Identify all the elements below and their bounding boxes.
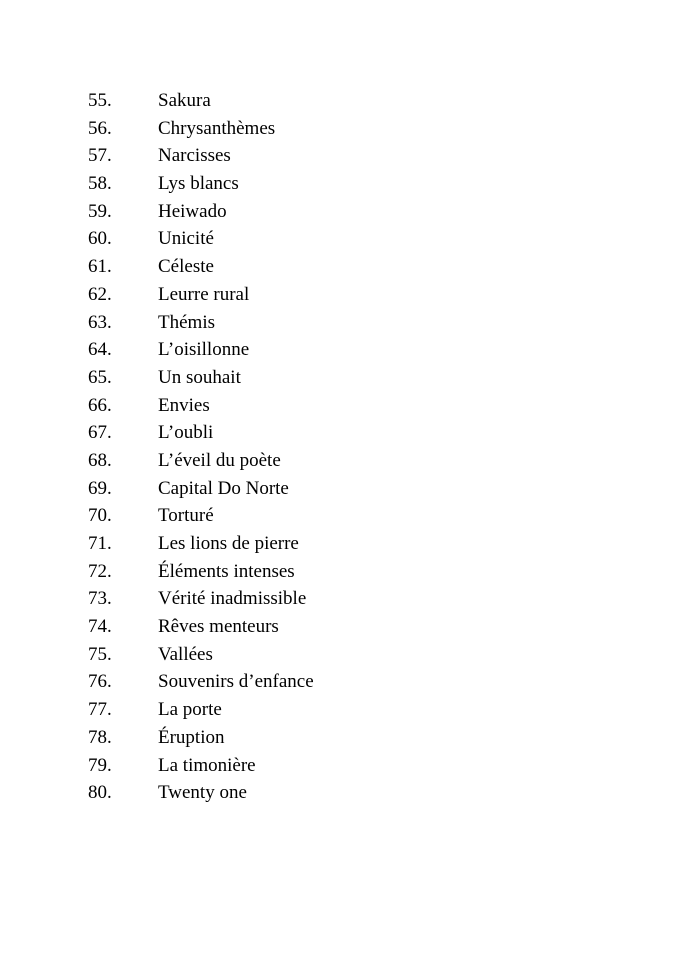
entry-number: 65. — [88, 366, 112, 388]
toc-entry — [88, 198, 314, 226]
entry-title: Souvenirs d’enfance — [158, 671, 314, 693]
entry-title: Céleste — [158, 256, 214, 278]
entry-number: 61. — [88, 256, 112, 278]
entry-title: Unicité — [158, 228, 214, 250]
entry-title: Éléments intenses — [158, 560, 295, 582]
entry-number: 55. — [88, 90, 112, 111]
entry-title: Chrysanthèmes — [158, 117, 276, 139]
entry-number: 56. — [88, 117, 112, 139]
entry-title: Thémis — [158, 311, 215, 333]
toc-entry — [88, 309, 314, 337]
entry-number: 66. — [88, 394, 112, 416]
entry-title: Éruption — [158, 726, 225, 748]
entry-title: Les lions de pierre — [158, 533, 299, 554]
entry-number: 69. — [88, 477, 112, 499]
toc-entry — [88, 558, 314, 586]
entry-title: Un souhait — [158, 366, 241, 388]
toc-entry — [88, 724, 314, 752]
toc-entry — [88, 752, 314, 780]
entry-number: 62. — [88, 283, 112, 305]
toc-entry — [88, 392, 314, 420]
entry-title: La porte — [158, 699, 222, 721]
toc-entry — [88, 142, 314, 170]
toc-entry — [88, 253, 314, 281]
entry-title: Leurre rural — [158, 283, 250, 305]
entry-title: Torturé — [158, 505, 214, 527]
toc-entry — [88, 419, 314, 447]
entry-title: Heiwado — [158, 200, 227, 222]
toc-entry — [88, 447, 314, 475]
entry-number: 75. — [88, 643, 112, 665]
entry-title: Rêves menteurs — [158, 616, 279, 638]
entry-title: Capital Do Norte — [158, 477, 289, 499]
entry-title: L’oubli — [158, 422, 214, 444]
toc-entry — [88, 502, 314, 530]
entry-number: 63. — [88, 311, 112, 333]
toc-entry — [88, 281, 314, 309]
toc-entry — [88, 87, 314, 115]
toc-entry — [88, 364, 314, 392]
entry-number: 68. — [88, 449, 112, 471]
entry-number: 59. — [88, 200, 112, 222]
entry-title: L’oisillonne — [158, 339, 250, 361]
toc-entry — [88, 336, 314, 364]
toc-entry — [88, 585, 314, 613]
entry-number: 70. — [88, 505, 112, 527]
toc-entry — [88, 668, 314, 696]
entry-number: 58. — [88, 173, 112, 195]
entry-title: Narcisses — [158, 145, 231, 167]
toc-entry — [88, 641, 314, 669]
toc-entry — [88, 779, 314, 807]
entry-number: 57. — [88, 145, 112, 167]
entry-number: 60. — [88, 228, 112, 250]
entry-number: 80. — [88, 782, 112, 804]
entry-title: La timonière — [158, 754, 256, 776]
entry-title: Sakura — [158, 90, 211, 111]
toc-entry — [88, 115, 314, 143]
entry-number: 74. — [88, 616, 112, 638]
toc-entry — [88, 475, 314, 503]
entry-number: 67. — [88, 422, 112, 444]
entry-title: Envies — [158, 394, 210, 416]
toc-entry — [88, 530, 314, 558]
entry-title: Vérité inadmissible — [158, 588, 307, 610]
entry-number: 77. — [88, 699, 112, 721]
entry-title: Lys blancs — [158, 173, 239, 195]
table-of-contents — [88, 87, 314, 807]
entry-title: Twenty one — [158, 782, 247, 804]
entry-number: 72. — [88, 560, 112, 582]
toc-entry — [88, 225, 314, 253]
entry-title: Vallées — [158, 643, 213, 665]
entry-number: 73. — [88, 588, 112, 610]
entry-number: 78. — [88, 726, 112, 748]
entry-number: 79. — [88, 754, 112, 776]
toc-entry — [88, 613, 314, 641]
entry-number: 71. — [88, 533, 112, 554]
entry-number: 64. — [88, 339, 112, 361]
toc-entry — [88, 696, 314, 724]
entry-title: L’éveil du poète — [158, 449, 281, 471]
entry-number: 76. — [88, 671, 112, 693]
toc-entry — [88, 170, 314, 198]
